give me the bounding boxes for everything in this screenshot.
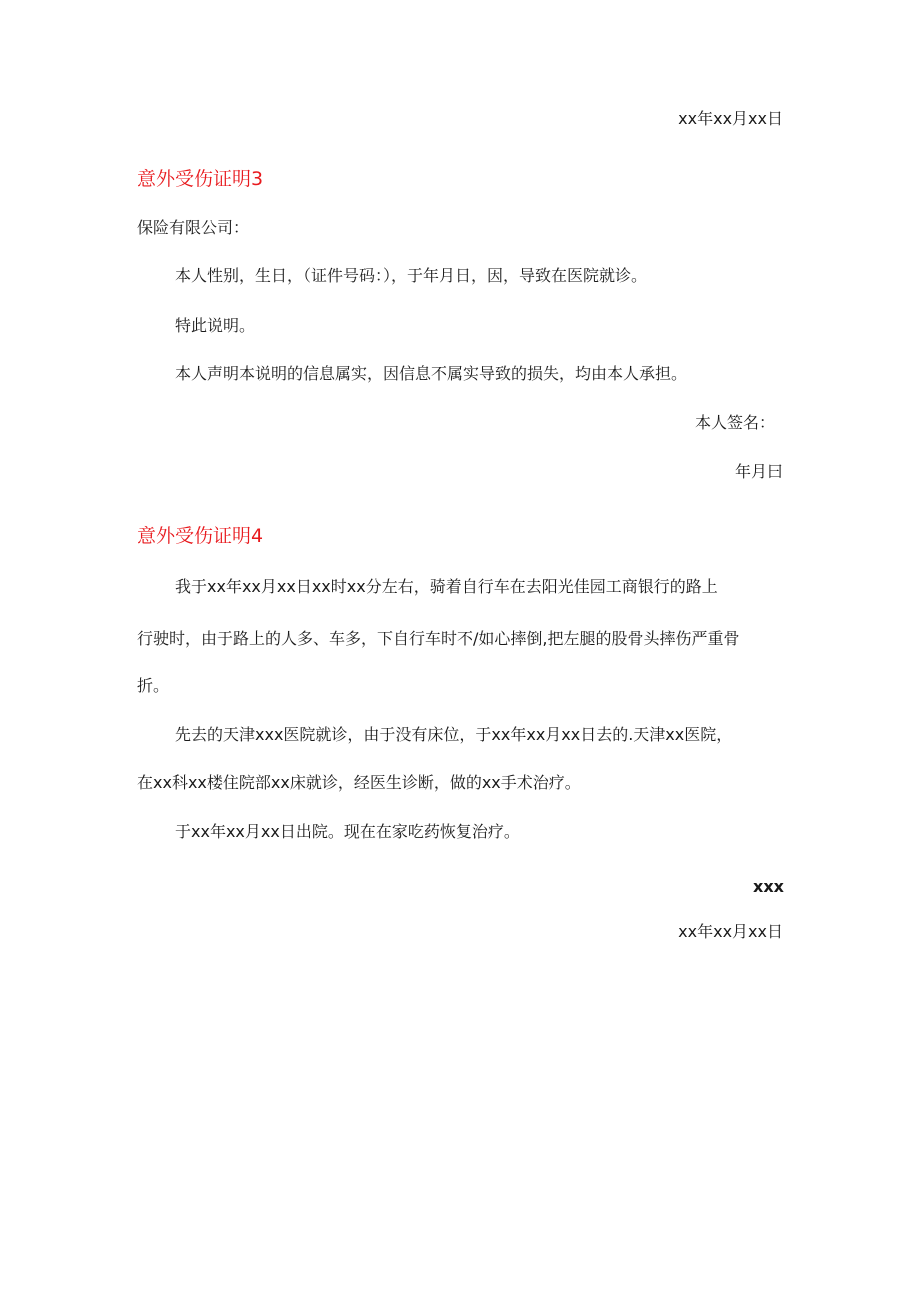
section3-statement: 特此说明。 xyxy=(175,316,256,335)
section4-date: xx年xx月xx日 xyxy=(678,922,783,941)
section3-salutation: 保险有限公司： xyxy=(137,218,250,237)
section3-signature-label: 本人签名： xyxy=(694,413,775,432)
top-date: xx年xx月xx日 xyxy=(678,109,783,128)
section4-para1-line3: 折。 xyxy=(137,676,170,695)
section3-body-line: 本人性别，生日，（证件号码：），于年月日，因，导致在医院就诊。 xyxy=(175,266,648,285)
section4-para2-line1: 先去的天津xxx医院就诊，由于没有床位，于xx年xx月xx日去的.天津xx医院， xyxy=(175,725,733,744)
section4-title: 意外受伤证明4 xyxy=(137,525,264,547)
section3-title: 意外受伤证明3 xyxy=(137,168,264,190)
section4-para3: 于xx年xx月xx日出院。现在在家吃药恢复治疗。 xyxy=(175,822,520,841)
section4-para1-line1: 我于xx年xx月xx日xx时xx分左右，骑着自行车在去阳光佳园工商银行的路上 xyxy=(175,577,718,596)
section4-para1-line2: 行驶时，由于路上的人多、车多，下自行车时不/如心摔倒,把左腿的股骨头摔伤严重骨 xyxy=(137,629,740,648)
section4-para2-line2: 在xx科xx楼住院部xx床就诊，经医生诊断，做的xx手术治疗。 xyxy=(137,773,581,792)
section3-date-label: 年月曰 xyxy=(734,462,783,481)
section4-signature: xxx xyxy=(753,877,784,896)
section3-declaration: 本人声明本说明的信息属实，因信息不属实导致的损失，均由本人承担。 xyxy=(175,364,688,383)
